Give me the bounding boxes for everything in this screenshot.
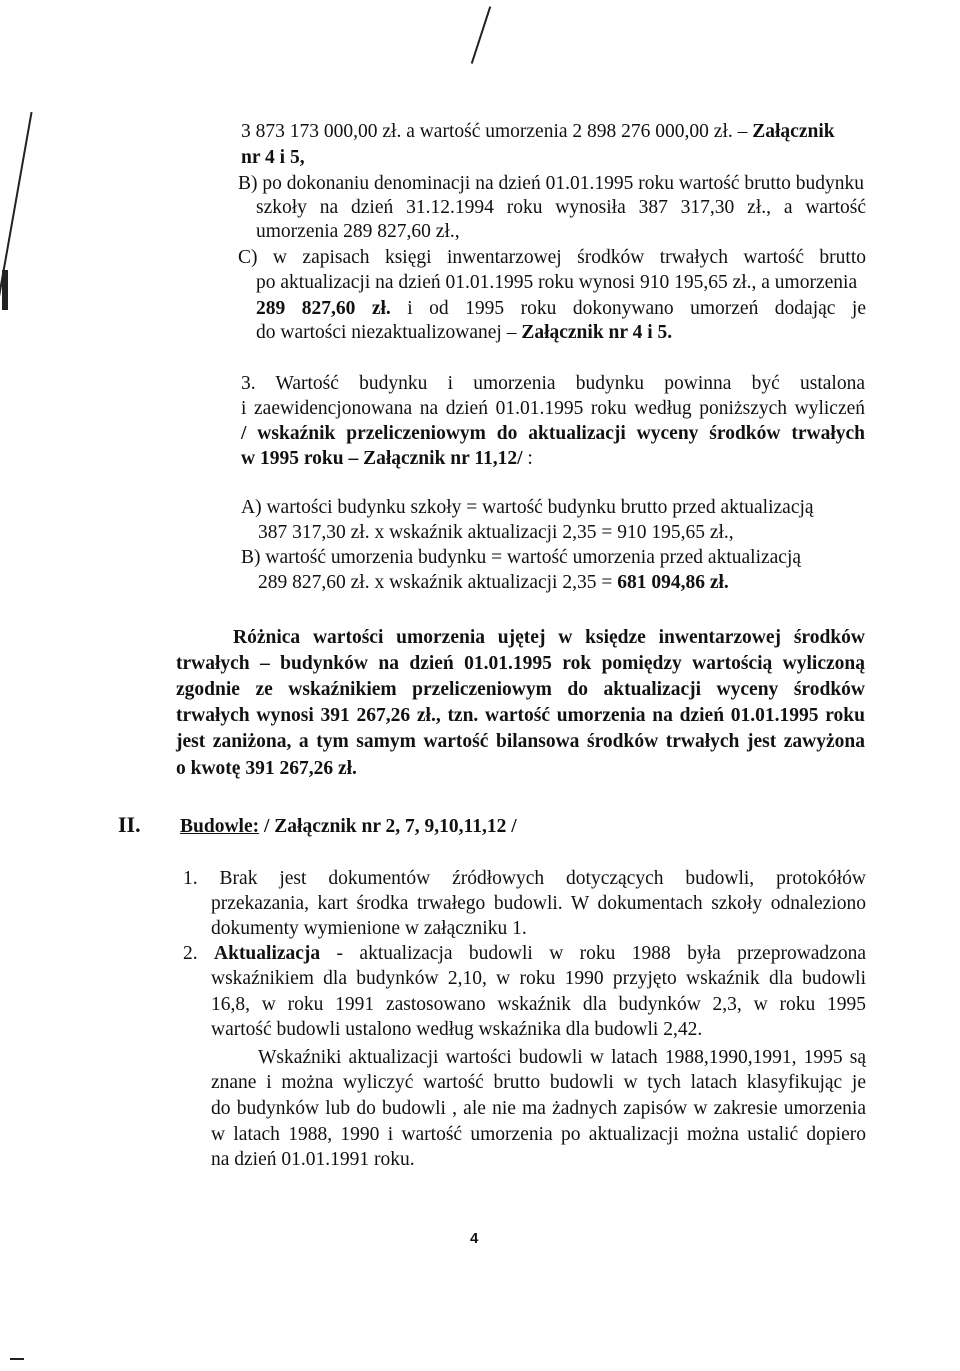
text-run: II. [118, 812, 141, 837]
text-run: - aktualizacja budowli w roku 1988 była przeprowadzona [320, 943, 866, 964]
text-run: do budynków lub do budowli , ale nie ma żadnych zapisów w zakresie umorzenia [211, 1098, 866, 1119]
text-run: 3 873 173 000,00 zł. a wartość umorzenia 2 898 276 000,00 zł. – [241, 121, 753, 142]
doc-line [258, 571, 729, 595]
text-run: zgodnie ze wskaźnikiem przeliczeniowym do aktualizacji wyceny środków [176, 679, 865, 700]
text-run: nr 4 i 5, [241, 147, 305, 168]
text-run: wartość budowli ustalono według wskaźnika dla budowli 2,42. [211, 1019, 703, 1040]
doc-line [256, 271, 857, 295]
page-number: 4 [470, 1230, 479, 1247]
text-run: A) wartości budynku szkoły = wartość budynku brutto przed aktualizacją [241, 497, 814, 518]
text-run: w 1995 roku – Załącznik nr 11,12/ [241, 448, 523, 469]
scan-mark-top [471, 6, 491, 64]
doc-line [176, 757, 357, 781]
text-run: Wskaźniki aktualizacji wartości budowli w latach 1988,1990,1991, 1995 są [258, 1047, 866, 1068]
text-run: trwałych – budynków na dzień 01.01.1995 rok pomiędzy wartością wyliczoną [176, 653, 865, 674]
doc-line [211, 1148, 415, 1172]
doc-line [176, 704, 865, 728]
doc-line [241, 447, 533, 471]
text-run: do wartości niezaktualizowanej – [256, 322, 522, 343]
text-run: 1. Brak jest dokumentów źródłowych dotyczących budowli, protokółów [183, 868, 866, 889]
text-run: Załącznik [752, 121, 835, 142]
text-run: / Załącznik nr 2, 7, 9,10,11,12 / [259, 816, 517, 837]
text-run: jest zaniżona, a tym samym wartość bilansowa środków trwałych jest zawyżona [176, 731, 865, 752]
doc-line [241, 546, 801, 570]
text-run: Aktualizacja [214, 943, 321, 964]
doc-line [241, 146, 305, 170]
text-run: Załącznik nr 4 i 5. [521, 322, 673, 343]
text-run: na dzień 01.01.1991 roku. [211, 1149, 415, 1170]
text-run: przekazania, kart środka trwałego budowli. W dokumentach szkoły odnaleziono [211, 893, 866, 914]
doc-line [211, 892, 866, 916]
doc-line [211, 1097, 866, 1121]
doc-line [258, 521, 734, 545]
text-run: B) wartość umorzenia budynku = wartość umorzenia przed aktualizacją [241, 547, 802, 568]
text-run: znane i można wyliczyć wartość brutto budowli w tych latach klasyfikując je [211, 1072, 866, 1093]
section-number [118, 813, 141, 837]
text-run: i zaewidencjonowana na dzień 01.01.1995 roku według poniższych wyliczeń [241, 398, 865, 419]
text-run: trwałych wynosi 391 267,26 zł., tzn. wartość umorzenia na dzień 01.01.1995 roku [176, 705, 865, 726]
scan-mark-bottom [10, 1358, 24, 1360]
doc-line [211, 1071, 866, 1095]
section-heading [180, 815, 517, 839]
text-run: : [522, 448, 533, 469]
doc-line [211, 1123, 866, 1147]
text-run: B) po dokonaniu denominacji na dzień 01.01.1995 roku wartość brutto budynku [238, 173, 865, 194]
doc-line [241, 120, 835, 144]
doc-line [211, 967, 866, 991]
doc-line [238, 172, 864, 196]
doc-line [256, 196, 866, 220]
doc-line [256, 321, 672, 345]
text-run: Różnica wartości umorzenia ujętej w księdze inwentarzowej środków [233, 627, 865, 648]
text-run: o kwotę 391 267,26 zł. [176, 758, 357, 779]
doc-line [183, 942, 866, 966]
text-run: 16,8, w roku 1991 zastosowano wskaźnik dla budynków 2,3, w roku 1995 [211, 994, 866, 1015]
doc-line [241, 496, 814, 520]
doc-line [176, 652, 865, 676]
text-run: 289 827,60 zł. x wskaźnik aktualizacji 2,35 = [258, 572, 618, 593]
text-run: i od 1995 roku dokonywano umorzeń dodając je [390, 298, 866, 319]
doc-line [211, 993, 866, 1017]
scan-mark-left-fold [2, 270, 8, 310]
doc-line [241, 372, 865, 396]
text-run: 681 094,86 zł. [617, 572, 729, 593]
text-run: w latach 1988, 1990 i wartość umorzenia po aktualizacji można ustalić dopiero [211, 1124, 866, 1145]
doc-line [176, 678, 865, 702]
text-run: szkoły na dzień 31.12.1994 roku wynosiła 387 317,30 zł., a wartość [256, 197, 866, 218]
doc-line [233, 626, 865, 650]
text-run: 387 317,30 zł. x wskaźnik aktualizacji 2,35 = 910 195,65 zł., [258, 522, 734, 543]
text-run: umorzenia 289 827,60 zł., [256, 221, 460, 242]
doc-line [256, 220, 460, 244]
text-run: 289 827,60 zł. [256, 298, 391, 319]
text-run: dokumenty wymienione w załączniku 1. [211, 918, 527, 939]
text-run: po aktualizacji na dzień 01.01.1995 roku wynosi 910 195,65 zł., a umorzenia [256, 272, 858, 293]
text-run: C) w zapisach księgi inwentarzowej środków trwałych wartość brutto [238, 247, 866, 268]
doc-line [176, 730, 865, 754]
doc-line [241, 422, 865, 446]
doc-line [211, 1018, 702, 1042]
text-run: 2. [183, 943, 215, 964]
doc-line [258, 1046, 866, 1070]
doc-line [238, 246, 866, 270]
doc-line [256, 297, 866, 321]
text-run: / wskaźnik przeliczeniowym do aktualizacji wyceny środków trwałych [241, 423, 865, 444]
scan-mark-left [0, 112, 32, 368]
doc-line [211, 917, 527, 941]
doc-line [183, 867, 866, 891]
text-run: Budowle: [180, 816, 260, 837]
text-run: 3. Wartość budynku i umorzenia budynku powinna być ustalona [241, 373, 865, 394]
doc-line [241, 397, 865, 421]
text-run: wskaźnikiem dla budynków 2,10, w roku 1990 przyjęto wskaźnik dla budowli [211, 968, 866, 989]
